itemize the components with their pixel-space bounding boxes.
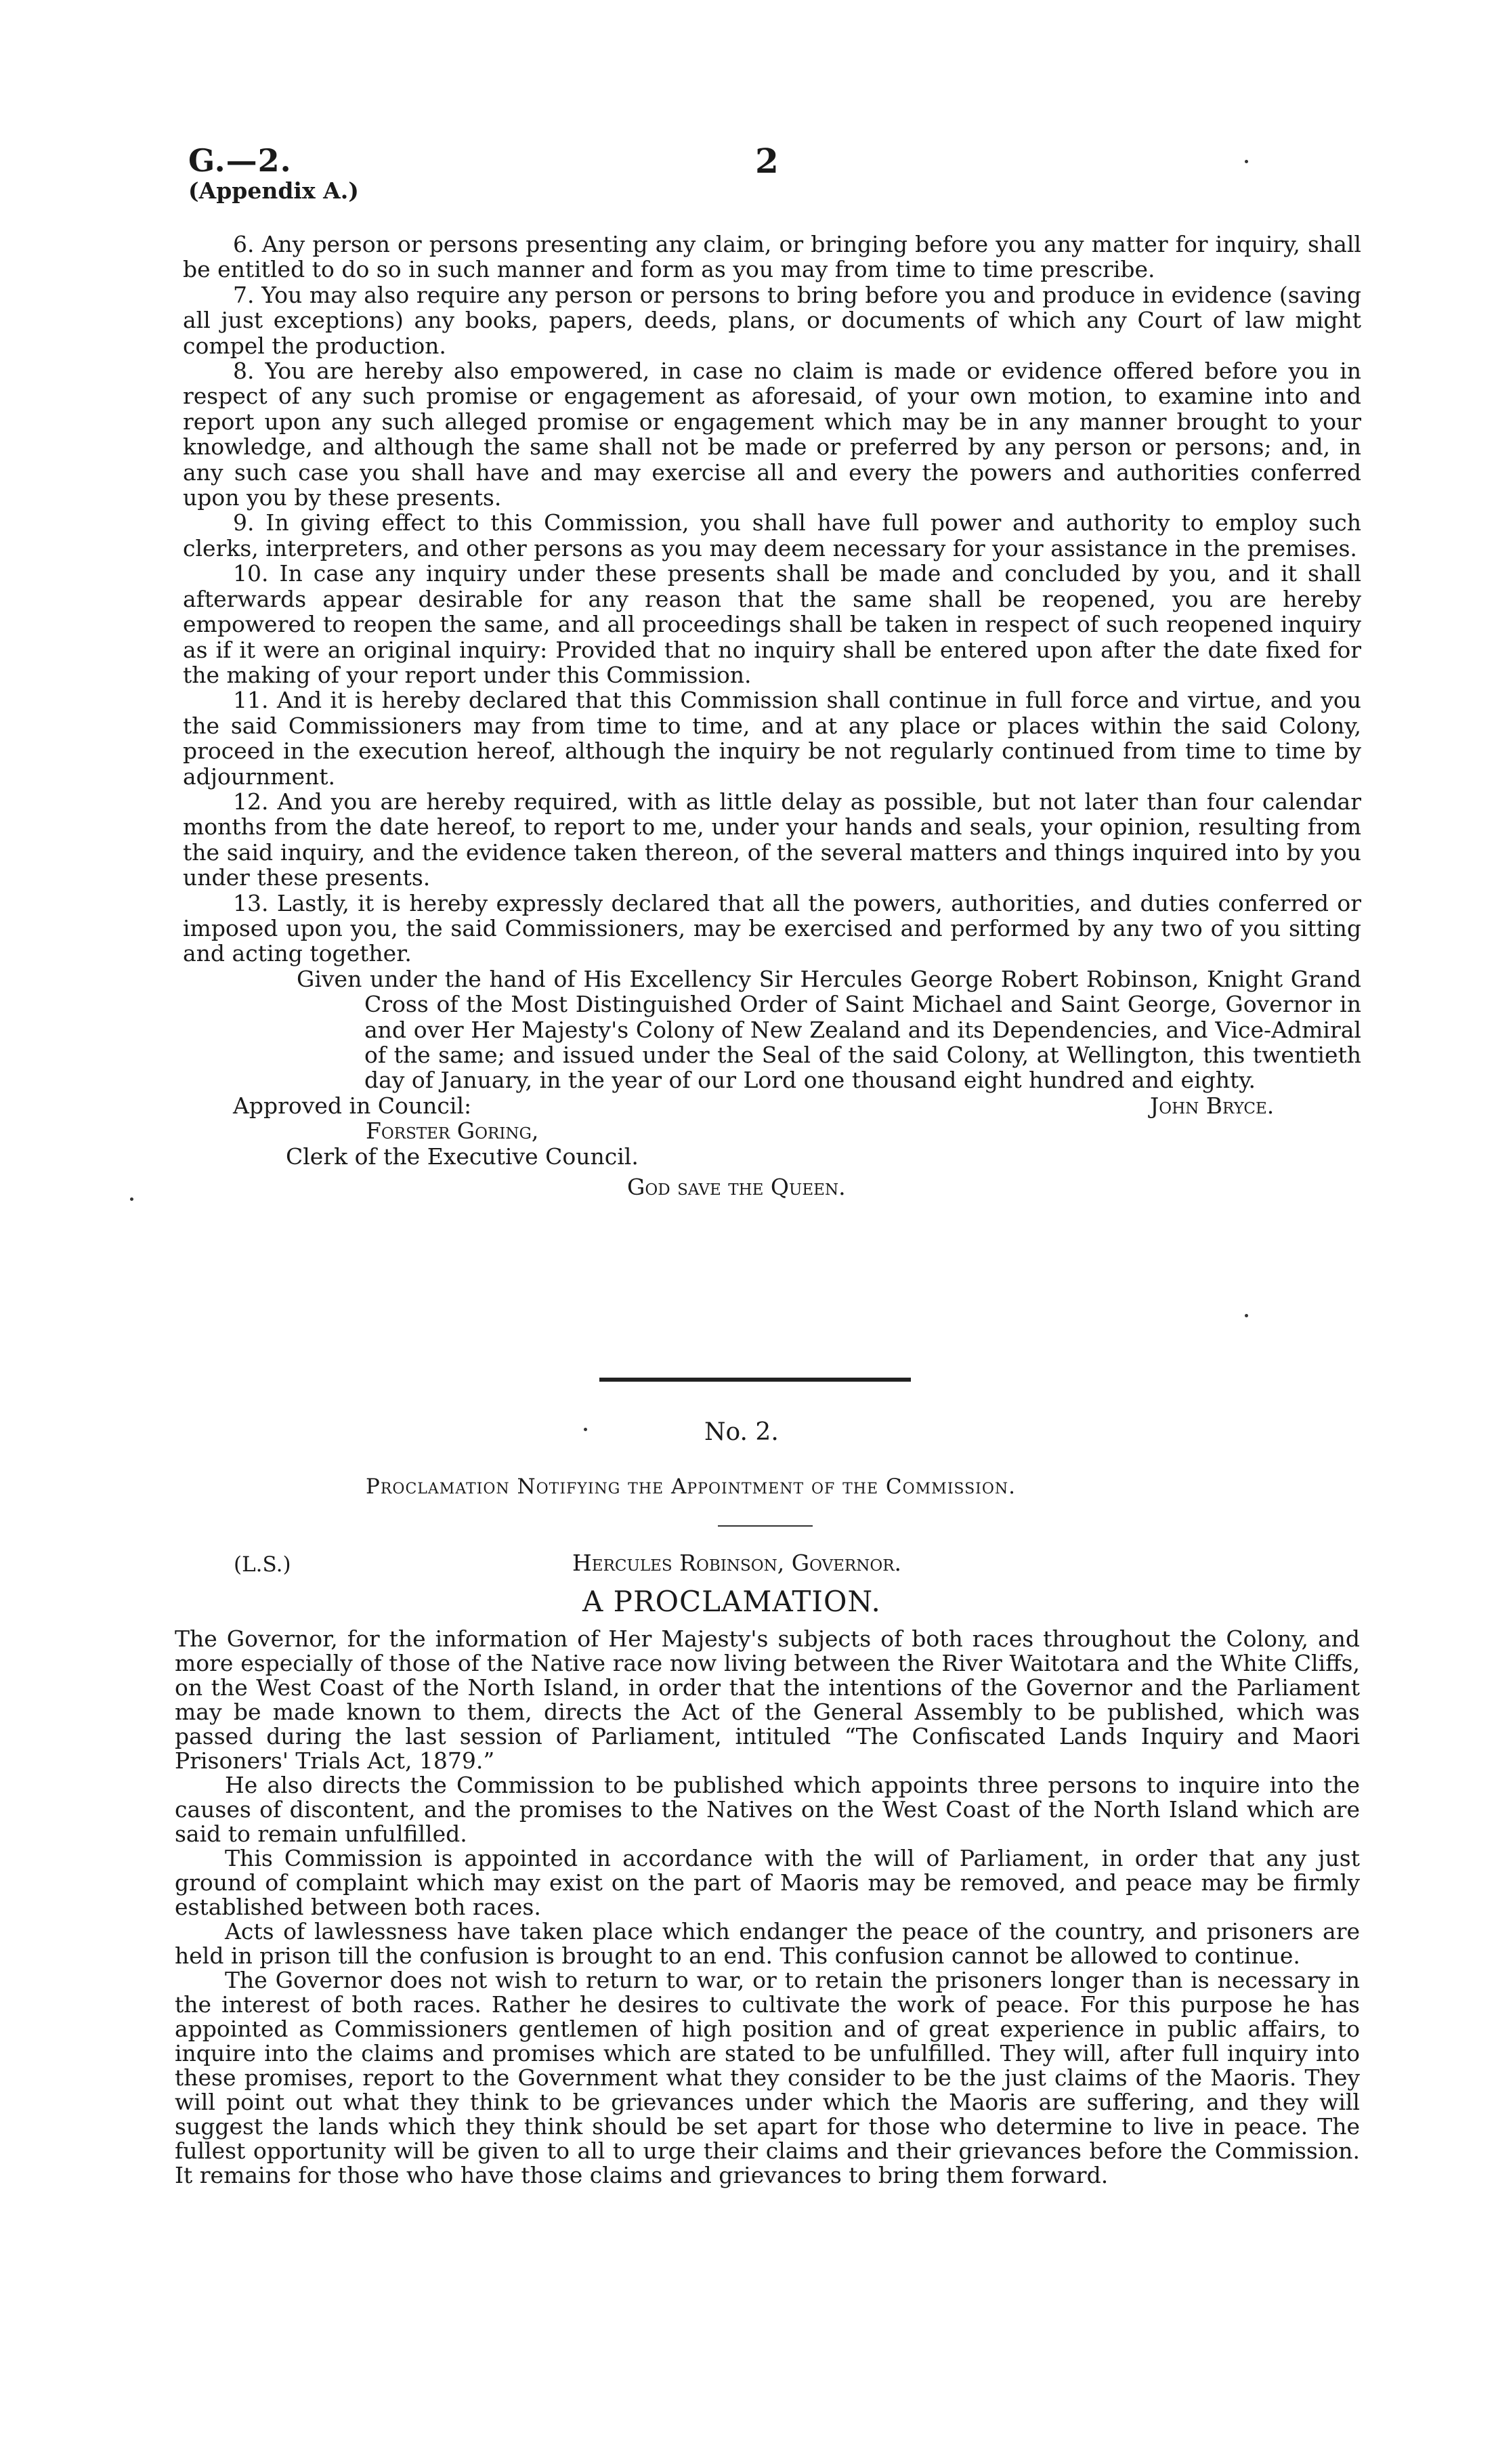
proclamation-body — [175, 1627, 1360, 2188]
scan-speck — [130, 1197, 133, 1201]
proclamation-paragraph: He also directs the Commission to be published which appoints three persons to inquire into the causes of discontent, and the promises to the Natives on the West Coast of the North Island which are said to remain unfulfilled. — [175, 1772, 1360, 1847]
scan-speck — [1245, 1314, 1248, 1317]
proclamation-paragraph: The Governor, for the information of Her Majesty's subjects of both races throughout the Colony, and more especially of those of the Native race now living between the River Waitotara and the White Cliffs, on the West Coast of the North Island, in order that the intentions of the Governor and the Parliament may be made known to them, directs the Act of the General Assembly to be published, which was passed during the last session of Parliament, intituled “The Confiscated Lands Inquiry and Maori Prisoners' Trials Act, 1879.” — [175, 1626, 1360, 1774]
proclamation-paragraph: The Governor does not wish to return to war, or to retain the prisoners longer than is necessary in the interest of both races. Rather he desires to cultivate the work of peace. For this purpose he has appointed as Commissioners gentlemen of high position and of great experience in public affairs, to inquire into the claims and promises which are stated to be unfulfilled. They will, after full inquiry into these promises, report to the Government what they consider to be the just claims of the Maoris. They will point out what they think to be grievances under which the Maoris are suffering, and they will suggest the lands which they think should be set apart for those who determine to live in peace. The fullest opportunity will be given to all to urge their claims and their grievances before the Commission. It remains for those who have those claims and grievances to bring them forward. — [175, 1967, 1360, 2188]
signatory-name: John Bryce. — [1150, 1092, 1275, 1119]
scan-speck — [1245, 160, 1248, 163]
god-save-the-queen: God save the Queen. — [627, 1173, 846, 1200]
commission-paragraph-11: 11. And it is hereby declared that this Commission shall continue in full force and virtue, and you the said Commissioners may from time to time, and at any place or places within the said Colony, proceed in the execution hereof, although the inquiry be not regularly continued from time to time by adjournment. — [183, 687, 1361, 790]
scan-speck — [584, 1428, 587, 1431]
given-under-hand: Given under the hand of His Excellency Sir Hercules George Robert Robinson, Knight Grand Cross of the Most Distinguished Order of Saint Michael and Saint George, Governor in and over Her Majesty's Colony of New Zealand and its Dependencies, and Vice-Admiral of the same; and issued under the Seal of the said Colony, at Wellington, this twentieth day of January, in the year of our Lord one thousand eight hundred and eighty. — [297, 965, 1361, 1094]
commission-paragraph-10: 10. In case any inquiry under these presents shall be made and concluded by you, and it shall afterwards appear desirable for any reason that the same shall be reopened, you are hereby empowered to reopen the same, and all proceedings shall be taken in respect of such reopened inquiry as if it were an original inquiry: Provided that no inquiry shall be entered upon after the date fixed for the making of your report under this Commission. — [183, 560, 1361, 688]
short-rule — [718, 1525, 813, 1527]
governor-signature: Hercules Robinson, Governor. — [572, 1550, 902, 1576]
commission-body — [183, 232, 1361, 1199]
commission-paragraph-9: 9. In giving effect to this Commission, you shall have full power and authority to employ such clerks, interpreters, and other persons as you may deem necessary for your assistance in the premises. — [183, 509, 1361, 561]
clerk-title: Clerk of the Executive Council. — [286, 1143, 639, 1170]
appendix-label: (Appendix A.) — [188, 177, 359, 204]
clerk-name: Forster Goring, — [366, 1118, 539, 1145]
proclamation-paragraph: This Commission is appointed in accordance with the will of Parliament, in order that any just ground of complaint which may exist on the part of Maoris may be removed, and peace may be firmly established between both races. — [175, 1845, 1360, 1920]
proclamation-heading: A PROCLAMATION. — [582, 1585, 881, 1618]
proclamation-title: Proclamation Notifying the Appointment of the Commission. — [366, 1474, 1016, 1499]
commission-paragraph-6: 6. Any person or persons presenting any claim, or bringing before you any matter for inquiry, shall be entitled to do so in such manner and form as you may from time to time prescribe. — [183, 231, 1361, 283]
page-number: 2 — [755, 141, 779, 181]
commission-paragraph-13: 13. Lastly, it is hereby expressly declared that all the powers, authorities, and duties conferred or imposed upon you, the said Commissioners, may be exercised and performed by any two of you sitting and acting together. — [183, 889, 1361, 967]
proclamation-paragraph: Acts of lawlessness have taken place which endanger the peace of the country, and prisoners are held in prison till the confusion is brought to an end. This confusion cannot be allowed to continue. — [175, 1918, 1360, 1969]
seal-mark: (L.S.) — [234, 1552, 291, 1577]
commission-paragraph-7: 7. You may also require any person or persons to bring before you and produce in evidence (saving all just exceptions) any books, papers, deeds, plans, or documents of which any Court of law might compel the production. — [183, 281, 1361, 359]
proclamation-number: No. 2. — [704, 1418, 779, 1446]
section-divider — [599, 1378, 911, 1382]
approved-in-council: Approved in Council: — [233, 1092, 472, 1119]
document-code: G.—2. — [188, 142, 292, 179]
approval-row — [183, 1093, 1361, 1118]
commission-paragraph-12: 12. And you are hereby required, with as little delay as possible, but not later than four calendar months from the date hereof, to report to me, under your hands and seals, your opinion, resulting from the said inquiry, and the evidence taken thereon, of the several matters and things inquired into by you under these presents. — [183, 788, 1361, 891]
commission-paragraph-8: 8. You are hereby also empowered, in case no claim is made or evidence offered before you in respect of any such promise or engagement as aforesaid, of your own motion, to examine into and report upon any such alleged promise or engagement which may be in any manner brought to your knowledge, and although the same shall not be made or preferred by any person or persons; and, in any such case you shall have and may exercise all and every the powers and authorities conferred upon you by these presents. — [183, 358, 1361, 511]
